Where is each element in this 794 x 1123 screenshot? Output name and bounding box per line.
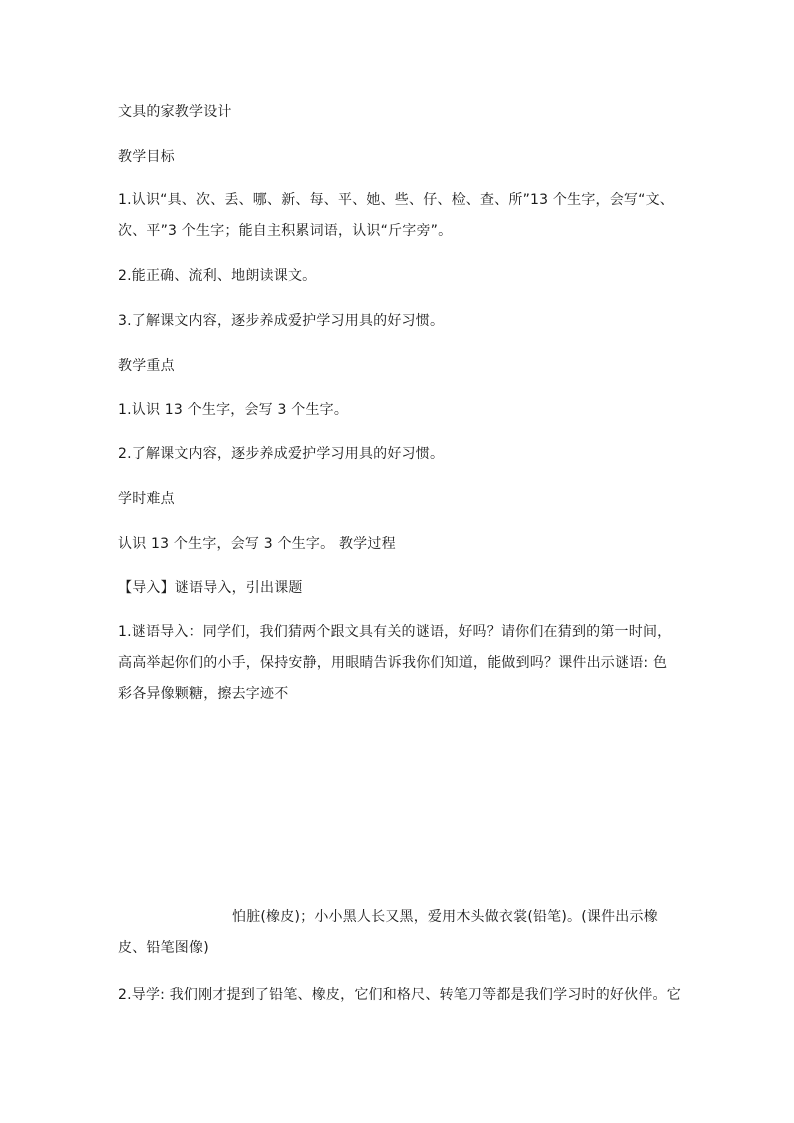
goal-1-paragraph: 1.认识“具、次、丢、哪、新、每、平、她、些、仔、检、查、所”13 个生字，会写“文、次、平”3 个生字；能自主积累词语，认识“斤字旁”。 xyxy=(118,192,674,239)
key-point-1: 1.认识 13 个生字，会写 3 个生字。 xyxy=(118,402,349,418)
goal-3-paragraph: 3.了解课文内容，逐步养成爱护学习用具的好习惯。 xyxy=(118,313,445,329)
goals-heading: 教学目标 xyxy=(118,149,175,165)
goal-2-paragraph: 2.能正确、流利、地朗读课文。 xyxy=(118,268,317,284)
key-points-heading: 教学重点 xyxy=(118,358,175,374)
document-title: 文具的家教学设计 xyxy=(118,104,232,120)
difficulty-text: 认识 13 个生字，会写 3 个生字。 教学过程 xyxy=(118,536,396,552)
key-point-2: 2.了解课文内容，逐步养成爱护学习用具的好习惯。 xyxy=(118,446,445,462)
step-1-continuation: 怕脏(橡皮)；小小黑人长又黑，爱用木头做衣裳(铅笔)。(课件出示橡皮、铅笔图像) xyxy=(118,909,658,956)
step-2-paragraph: 2.导学: 我们刚才提到了铅笔、橡皮，它们和格尺、转笔刀等都是我们学习时的好伙伴。它 xyxy=(118,987,681,1003)
step-1-paragraph: 1.谜语导入：同学们，我们猜两个跟文具有关的谜语，好吗？请你们在猜到的第一时间，高高举起你们的小手，保持安静，用眼睛告诉我你们知道，能做到吗？课件出示谜语: 色彩各异像颗糖，擦去字迹不 xyxy=(118,624,672,702)
intro-heading: 【导入】谜语导入，引出课题 xyxy=(118,580,303,596)
difficulty-heading: 学时难点 xyxy=(118,491,175,507)
